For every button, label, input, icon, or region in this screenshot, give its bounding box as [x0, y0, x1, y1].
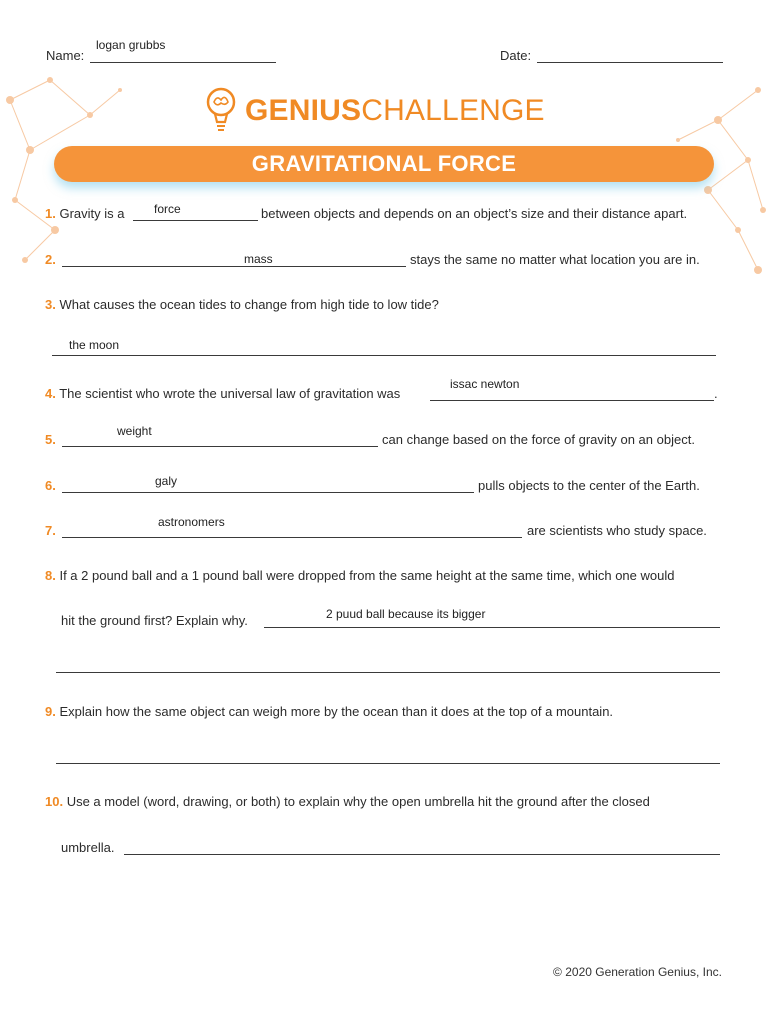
name-field-line[interactable]	[90, 62, 276, 63]
answer-3-line[interactable]	[52, 355, 716, 356]
copyright-footer: © 2020 Generation Genius, Inc.	[553, 965, 722, 979]
question-9: 9. Explain how the same object can weigh more by the ocean than it does at the top of a mountain.	[45, 704, 614, 719]
question-number: 3.	[45, 297, 56, 312]
date-field-line[interactable]	[537, 62, 723, 63]
brand-name	[245, 94, 545, 128]
page-title: GRAVITATIONAL FORCE	[54, 146, 714, 182]
answer-4-field[interactable]: issac newton	[450, 377, 520, 391]
question-4-end: .	[714, 386, 718, 401]
name-label: Name:	[46, 48, 85, 63]
question-3: 3. What causes the ocean tides to change from high tide to low tide?	[45, 297, 439, 312]
question-2-number: 2.	[45, 252, 56, 267]
question-5-text: can change based on the force of gravity on an object.	[382, 432, 695, 447]
brand-challenge: CHALLENGE	[361, 94, 545, 127]
date-label: Date:	[500, 48, 532, 63]
question-number: 1.	[45, 206, 56, 221]
question-1: 1. Gravity is a	[45, 206, 125, 221]
answer-7-field[interactable]: astronomers	[158, 515, 225, 529]
question-number: 10.	[45, 794, 64, 809]
question-6-text: pulls objects to the center of the Earth.	[478, 478, 700, 493]
answer-8-line-2[interactable]	[56, 672, 720, 673]
answer-5-field[interactable]: weight	[117, 424, 152, 438]
question-10: 10. Use a model (word, drawing, or both) to explain why the open umbrella hit the ground after the closed	[45, 794, 650, 809]
answer-10-line[interactable]	[124, 854, 720, 855]
question-5-number: 5.	[45, 432, 56, 447]
question-10-continued: umbrella.	[61, 840, 115, 855]
question-number: 8.	[45, 568, 56, 583]
answer-6-line[interactable]	[62, 492, 474, 493]
question-7-number: 7.	[45, 523, 56, 538]
question-7-text: are scientists who study space.	[527, 523, 707, 538]
answer-3-field[interactable]: the moon	[69, 338, 120, 352]
lightbulb-brain-icon	[205, 84, 237, 138]
question-1-continued: between objects and depends on an object’s size and their distance apart.	[261, 206, 688, 221]
question-6-number: 6.	[45, 478, 56, 493]
name-field[interactable]: logan grubbs	[96, 38, 166, 52]
answer-1-line[interactable]	[133, 220, 258, 221]
answer-7-line[interactable]	[62, 537, 522, 538]
question-8-continued: hit the ground first? Explain why.	[61, 613, 248, 628]
answer-6-field[interactable]: galy	[155, 474, 178, 488]
answer-8-field[interactable]: 2 puud ball because its bigger	[326, 607, 486, 621]
answer-8-line-1[interactable]	[264, 627, 720, 628]
question-8: 8. If a 2 pound ball and a 1 pound ball were dropped from the same height at the same time, which one would	[45, 568, 675, 583]
question-2-text: stays the same no matter what location you are in.	[410, 252, 700, 267]
brand-genius: GENIUS	[245, 94, 362, 127]
answer-5-line[interactable]	[62, 446, 378, 447]
answer-1-field[interactable]: force	[154, 202, 181, 216]
question-number: 9.	[45, 704, 56, 719]
answer-4-line[interactable]	[430, 400, 714, 401]
answer-2-field[interactable]: mass	[244, 252, 273, 266]
answer-9-line[interactable]	[56, 763, 720, 764]
answer-2-line[interactable]	[62, 266, 406, 267]
genius-challenge-logo	[205, 84, 545, 138]
question-number: 4.	[45, 386, 56, 401]
question-4: 4. The scientist who wrote the universal law of gravitation was	[45, 386, 401, 401]
